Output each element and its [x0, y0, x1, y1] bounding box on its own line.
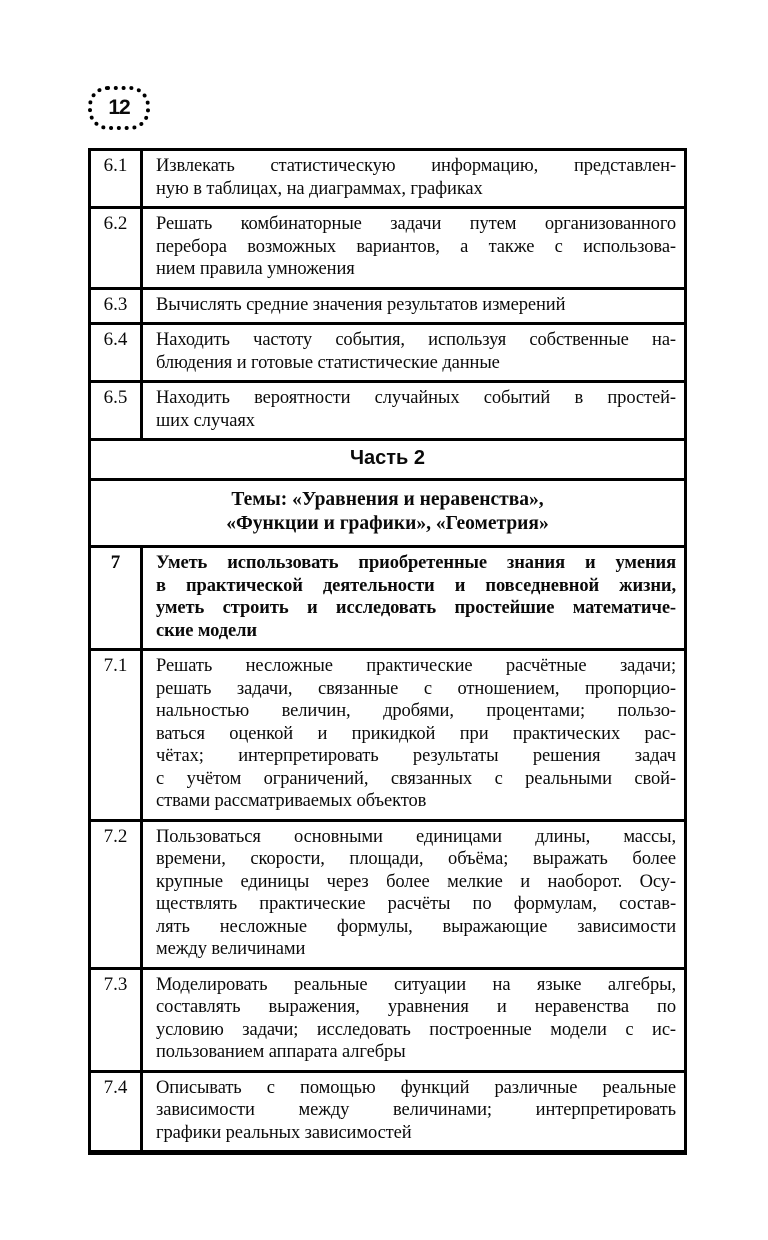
section-header: Часть 2	[349, 447, 426, 469]
text-line: ших случаях	[156, 410, 255, 431]
page-number: 12	[108, 96, 130, 119]
table-row	[91, 651, 684, 822]
row-number: 7	[91, 548, 143, 648]
row-description	[143, 290, 684, 323]
row-description	[143, 325, 684, 380]
text-line: в практической деятельности и повседневной жизни,	[156, 575, 676, 596]
skills-table	[88, 148, 687, 1155]
text-line: ские модели	[156, 620, 257, 641]
text-line: нальностью величин, дробями, процентами; пользо-	[156, 701, 676, 721]
text-line: Моделировать реальные ситуации на языке алгебры,	[156, 974, 676, 995]
table-row	[91, 1073, 684, 1151]
row-description	[143, 548, 684, 648]
table-row	[91, 970, 684, 1073]
theme-header	[91, 481, 684, 545]
row-description	[143, 822, 684, 967]
theme-header-row	[91, 481, 684, 548]
text-line: Находить частоту события, используя собственные на-	[156, 330, 676, 350]
table-row	[91, 151, 684, 209]
table-row	[91, 548, 684, 651]
text-line: Описывать с помощью функций различные реальные	[156, 1077, 676, 1098]
text-line: составлять выражения, уравнения и неравенства по	[156, 997, 676, 1017]
row-number: 7.2	[91, 822, 143, 967]
row-description	[143, 970, 684, 1070]
text-line: Пользоваться основными единицами длины, массы,	[156, 826, 676, 847]
row-description	[143, 651, 684, 819]
theme-line: Темы: «Уравнения и неравенства»,	[231, 489, 544, 510]
text-line: Находить вероятности случайных событий в простей-	[156, 388, 676, 408]
text-line: Извлекать статистическую информацию, представлен-	[156, 156, 676, 176]
row-number: 7.1	[91, 651, 143, 819]
table-row	[91, 290, 684, 326]
text-line: пользованием аппарата алгебры	[156, 1042, 406, 1062]
text-line: условию задачи; исследовать построенные модели с ис-	[156, 1019, 676, 1040]
row-description	[143, 151, 684, 206]
theme-line: «Функции и графики», «Геометрия»	[226, 513, 549, 534]
row-number: 6.5	[91, 383, 143, 438]
text-line: ствами рассматриваемых объектов	[156, 791, 427, 811]
row-number: 7.4	[91, 1073, 143, 1151]
row-number: 6.2	[91, 209, 143, 287]
text-line: Решать несложные практические расчётные задачи;	[156, 656, 676, 676]
table-row	[91, 325, 684, 383]
table-row	[91, 383, 684, 441]
row-number: 6.3	[91, 290, 143, 323]
page-number-badge	[88, 86, 150, 130]
text-line: решать задачи, связанные с отношением, пропорцио-	[156, 678, 676, 699]
text-line: уметь строить и исследовать простейшие математиче-	[156, 598, 676, 618]
text-line: графики реальных зависимостей	[156, 1122, 412, 1143]
text-line: блюдения и готовые статистические данные	[156, 352, 500, 373]
row-description	[143, 383, 684, 438]
text-line: крупные единицы через более мелкие и наоборот. Осу-	[156, 871, 676, 892]
text-line: нием правила умножения	[156, 259, 355, 279]
text-line: ную в таблицах, на диаграммах, графиках	[156, 178, 483, 199]
row-description	[143, 209, 684, 287]
row-description	[143, 1073, 684, 1151]
row-number: 7.3	[91, 970, 143, 1070]
text-line: Уметь использовать приобретенные знания и умения	[156, 553, 676, 573]
text-line: перебора возможных вариантов, а также с использова-	[156, 236, 676, 257]
text-line: зависимости между величинами; интерпретировать	[156, 1100, 676, 1120]
row-number: 6.1	[91, 151, 143, 206]
text-line: между величинами	[156, 939, 306, 959]
text-line: времени, скорости, площади, объёма; выражать более	[156, 849, 676, 869]
text-line: чётах; интерпретировать результаты решения задач	[156, 746, 676, 766]
section-header-row	[91, 441, 684, 481]
text-line: ществлять практические расчёты по формулам, состав-	[156, 894, 676, 914]
text-line: с учётом ограничений, связанных с реальными свой-	[156, 768, 676, 789]
text-line: Вычислять средние значения результатов измерений	[156, 294, 566, 315]
text-line: Решать комбинаторные задачи путем организованного	[156, 214, 676, 234]
table-row	[91, 209, 684, 290]
text-line: лять несложные формулы, выражающие зависимости	[156, 916, 676, 937]
text-line: ваться оценкой и прикидкой при практических рас-	[156, 723, 676, 744]
table-row	[91, 822, 684, 970]
row-number: 6.4	[91, 325, 143, 380]
